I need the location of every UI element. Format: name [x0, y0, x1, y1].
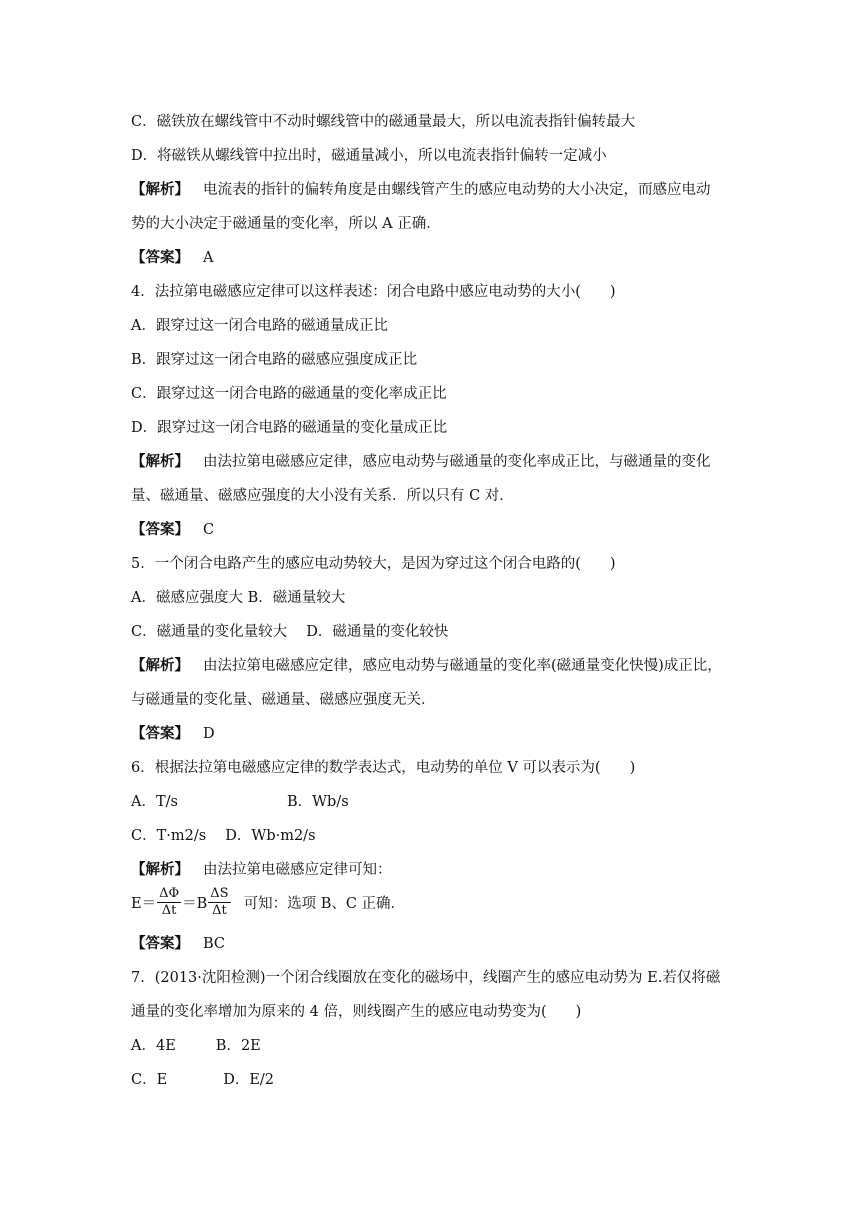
option-c-q3: C．磁铁放在螺线管中不动时螺线管中的磁通量最大，所以电流表指针偏转最大 [131, 114, 636, 130]
analysis-q5: 【解析】 由法拉第电磁感应定律，感应电动势与磁通量的变化率(磁通量变化快慢)成正比， [131, 657, 722, 674]
answer-q5: 【答案】 D [131, 725, 215, 742]
fraction-dphi-dt: $\frac{\Delta\Phi}{\Delta t}$ [159, 886, 180, 918]
analysis-q4-cont: 量、磁通量、磁感应强度的大小没有关系．所以只有 C 对． [131, 488, 514, 504]
question-4: 4．法拉第电磁感应定律可以这样表述：闭合电路中感应电动势的大小( ) [131, 284, 616, 300]
options-cd-q7: C．E D．E/2 [131, 1072, 275, 1088]
analysis-q5-cont: 与磁通量的变化量、磁通量、磁感应强度无关． [131, 692, 436, 708]
analysis-q3: 【解析】 电流表的指针的偏转角度是由螺线管产生的感应电动势的大小决定，而感应电动 [131, 181, 711, 198]
options-ab-q5: A．磁感应强度大 B．磁通量较大 [131, 590, 346, 606]
analysis-q3-cont: 势的大小决定于磁通量的变化率，所以 A 正确． [131, 216, 441, 232]
answer-tag: 【答案】 [131, 521, 189, 538]
options-cd-q6: C．T·m2/s D．Wb·m2/s [131, 828, 316, 844]
analysis-tag: 【解析】 [131, 861, 189, 878]
question-7-cont: 通量的变化率增加为原来的 4 倍，则线圈产生的感应电动势变为( ) [131, 1004, 582, 1020]
answer-tag: 【答案】 [131, 935, 189, 952]
answer-q6: 【答案】 BC [131, 935, 226, 952]
analysis-q4: 【解析】 由法拉第电磁感应定律，感应电动势与磁通量的变化率成正比，与磁通量的变化 [131, 453, 711, 470]
answer-tag: 【答案】 [131, 249, 189, 266]
option-a-q4: A．跟穿过这一闭合电路的磁通量成正比 [131, 318, 388, 334]
option-d-q4: D．跟穿过这一闭合电路的磁通量的变化量成正比 [131, 420, 448, 436]
option-b-q4: B．跟穿过这一闭合电路的磁感应强度成正比 [131, 352, 418, 368]
faraday-formula: E＝ $\frac{\Delta\Phi}{\Delta t}$ ＝B $\frac{\Delta S}{\Delta t}$ 可知：选项 B、C 正确． [131, 886, 406, 918]
analysis-q6: 【解析】 由法拉第电磁感应定律可知： [131, 861, 392, 878]
option-d-q3: D．将磁铁从螺线管中拉出时，磁通量减小，所以电流表指针偏转一定减小 [131, 148, 607, 164]
analysis-tag: 【解析】 [131, 657, 189, 674]
answer-tag: 【答案】 [131, 725, 189, 742]
analysis-tag: 【解析】 [131, 181, 189, 198]
question-7: 7．(2013·沈阳检测)一个闭合线圈放在变化的磁场中，线圈产生的感应电动势为 E.若仅将磁 [131, 970, 721, 986]
question-5: 5．一个闭合电路产生的感应电动势较大，是因为穿过这个闭合电路的( ) [131, 556, 616, 572]
options-cd-q5: C．磁通量的变化量较大 D．磁通量的变化较快 [131, 624, 449, 640]
fraction-ds-dt: $\frac{\Delta S}{\Delta t}$ [210, 886, 229, 918]
answer-q3: 【答案】 A [131, 249, 214, 266]
options-ab-q6: A．T/s B．Wb/s [131, 794, 349, 810]
answer-q4: 【答案】 C [131, 521, 215, 538]
option-c-q4: C．跟穿过这一闭合电路的磁通量的变化率成正比 [131, 386, 447, 402]
options-ab-q7: A．4E B．2E [131, 1038, 261, 1054]
analysis-tag: 【解析】 [131, 453, 189, 470]
question-6: 6．根据法拉第电磁感应定律的数学表达式，电动势的单位 V 可以表示为( ) [131, 760, 636, 776]
